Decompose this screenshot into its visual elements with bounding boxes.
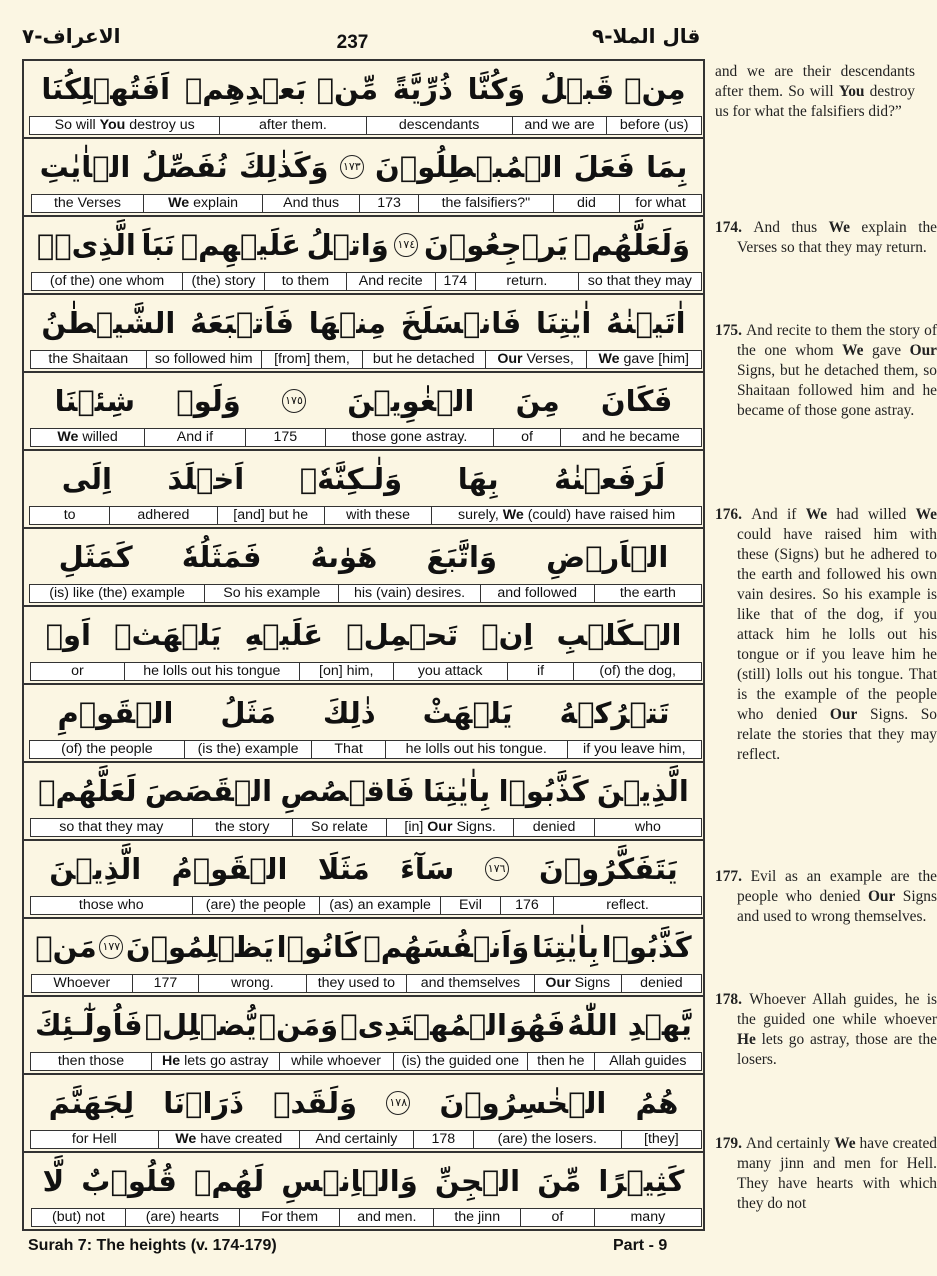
- word-translation-cell: those who: [30, 896, 192, 915]
- translation-line: [25, 740, 702, 759]
- verse-row: [24, 919, 703, 997]
- arabic-word: وَكَذٰلِكَ: [239, 149, 329, 184]
- word-translation-cell: So relate: [292, 818, 387, 837]
- arabic-word: الۡاٰيٰتِ: [39, 149, 131, 184]
- arabic-word: تَحۡمِلۡ: [346, 617, 459, 652]
- arabic-word: اٰيٰتِنَا: [535, 305, 592, 340]
- verse-end-marker: ١٧٨: [386, 1091, 410, 1115]
- word-translation-cell: [from] them,: [261, 350, 363, 369]
- arabic-word: مِنۡ قَبۡلُ: [539, 71, 686, 106]
- commentary-text: And recite to them the story of the one whom We gave Our Signs, but he detached them, so Shaitaan followed him and he became of those gone astray.: [737, 322, 937, 419]
- word-translation-cell: surely, We (could) have raised him: [431, 506, 702, 525]
- arabic-word: وَاَنۡفُسَهُمۡ: [363, 929, 530, 964]
- verse-row: [24, 763, 703, 841]
- verse-number: 179.: [715, 1135, 746, 1152]
- arabic-word: يَّهۡدِ اللّٰهُ: [567, 1007, 692, 1042]
- arabic-word: يُّضۡلِلۡ: [144, 1007, 257, 1042]
- arabic-word: نُفَصِّلُ: [141, 149, 228, 184]
- arabic-line: [24, 217, 703, 272]
- translation-line: [25, 1130, 702, 1149]
- commentary-paragraph: [715, 62, 915, 122]
- verse-number: 175.: [715, 322, 747, 339]
- arabic-word: الۡقَوۡمِ: [57, 695, 174, 730]
- arabic-word: لِجَهَنَّمَ: [48, 1085, 135, 1120]
- word-translation-cell: they used to: [306, 974, 408, 993]
- word-translation-cell: who: [594, 818, 702, 837]
- word-translation-cell: and followed: [480, 584, 595, 603]
- arabic-line: [24, 607, 703, 662]
- arabic-word: مِنۡهَا: [308, 305, 387, 340]
- arabic-word: لَرَفَعۡنٰهُ: [554, 461, 666, 496]
- arabic-word: الۡخٰسِرُوۡنَ: [439, 1085, 607, 1120]
- arabic-word: الۡاَرۡضِ: [546, 539, 669, 574]
- arabic-word: ذٰلِكَ: [322, 695, 376, 730]
- arabic-line: [24, 685, 703, 740]
- arabic-word: يَظۡلِمُوۡنَ: [125, 929, 275, 964]
- verse-end-marker: ١٧٣: [340, 155, 364, 179]
- word-translation-cell: (is) like (the) example: [29, 584, 205, 603]
- arabic-line: [24, 451, 703, 506]
- word-translation-cell: wrong.: [198, 974, 306, 993]
- arabic-word: قُلُوۡبٌ: [81, 1163, 177, 1198]
- word-translation-cell: his (vain) desires.: [338, 584, 480, 603]
- word-translation-cell: the earth: [594, 584, 702, 603]
- arabic-word: وَاتۡلُ: [306, 227, 389, 262]
- arabic-word: الۡغٰوِيۡنَ: [347, 383, 475, 418]
- arabic-word: الۡقَوۡمُ: [171, 851, 288, 886]
- word-translation-cell: he lolls out his tongue.: [385, 740, 568, 759]
- commentary-text: And thus We explain the Verses so that they may return.: [737, 219, 937, 256]
- arabic-word: اَوۡ: [45, 617, 91, 652]
- word-translation-cell: (of) the people: [29, 740, 185, 759]
- verse-row: [24, 607, 703, 685]
- verse-number: 176.: [715, 506, 752, 523]
- word-translation-cell: (of the) one whom: [31, 272, 183, 291]
- word-translation-cell: and we are: [512, 116, 608, 135]
- translation-line: [25, 1208, 702, 1227]
- verse-end-marker: ١٧٥: [282, 389, 306, 413]
- translation-line: [25, 974, 702, 993]
- arabic-line: [24, 1153, 703, 1208]
- arabic-word: اِنۡ: [481, 617, 534, 652]
- verse-number: 178.: [715, 991, 750, 1008]
- arabic-word: وَاتَّبَعَ: [426, 539, 497, 574]
- word-translation-cell: so that they may: [578, 272, 702, 291]
- translation-line: [25, 584, 702, 603]
- word-translation-cell: So his example: [204, 584, 339, 603]
- arabic-word: كَثِيۡرًا: [598, 1163, 685, 1198]
- word-translation-cell: while whoever: [279, 1052, 394, 1071]
- arabic-word: لَّا: [42, 1163, 65, 1198]
- arabic-word: اِلَى: [61, 461, 112, 496]
- commentary-paragraph: [715, 218, 937, 258]
- word-translation-cell: if you leave him,: [567, 740, 702, 759]
- commentary-text: and we are their descendants after them. So will You destroy us for what the falsifiers did?”: [715, 63, 915, 120]
- word-translation-cell: so that they may: [30, 818, 192, 837]
- arabic-word: نَبَاَ: [141, 227, 176, 262]
- word-translation-cell: 174: [435, 272, 476, 291]
- arabic-line: [24, 295, 703, 350]
- arabic-word: الَّذِىۡۤ: [36, 227, 136, 262]
- arabic-word: وَمَنۡ: [258, 1007, 339, 1042]
- arabic-word: عَلَيۡهِمۡ: [180, 227, 301, 262]
- surah-header-arabic: الاعراف-٧: [22, 24, 121, 48]
- arabic-word: سَآءَ: [400, 851, 455, 886]
- word-translation-cell: Allah guides: [594, 1052, 702, 1071]
- arabic-word: اَخۡلَدَ: [167, 461, 245, 496]
- arabic-word: فَاُولٰٓـئِكَ: [35, 1007, 143, 1042]
- word-translation-cell: adhered: [109, 506, 217, 525]
- word-translation-cell: or: [30, 662, 125, 681]
- word-translation-cell: but he detached: [362, 350, 486, 369]
- word-translation-cell: Our Signs: [534, 974, 622, 993]
- arabic-word: يَتَفَكَّرُوۡنَ: [539, 851, 678, 886]
- arabic-word: تَتۡرُكۡهُ: [559, 695, 670, 730]
- arabic-word: يَلۡهَثْ: [422, 695, 513, 730]
- word-translation-cell: of: [493, 428, 561, 447]
- word-translation-cell: We willed: [30, 428, 145, 447]
- arabic-word: كَذَّبُوۡا: [601, 929, 692, 964]
- commentary-text: And if We had willed We could have raised him with these (Signs) but he adhered to the earth and followed his own vain desires. So his example is like that of the dog, if you attack him he lolls out his tongue or if you leave him he (still) lolls out his tongue. That is the example of the people who denied Our Signs. So relate the stories that they may reflect.: [737, 506, 937, 763]
- arabic-word: فَاَتۡبَعَهُ: [190, 305, 295, 340]
- arabic-word: بِهَا: [457, 461, 499, 496]
- translation-line: [25, 272, 702, 291]
- arabic-word: فَانۡسَلَخَ: [400, 305, 522, 340]
- verse-end-marker: ١٧٦: [485, 857, 509, 881]
- arabic-word: اَفَتُهۡلِكُنَا: [41, 71, 171, 106]
- word-translation-cell: return.: [475, 272, 579, 291]
- arabic-line: [24, 841, 703, 896]
- arabic-word: وَلٰـكِنَّهٗۤ: [299, 461, 403, 496]
- arabic-word: يَلۡهَثۡ: [114, 617, 222, 652]
- word-translation-cell: (are) hearts: [125, 1208, 240, 1227]
- word-translation-cell: 173: [359, 194, 419, 213]
- arabic-word: الۡمُهۡتَدِىۡ: [340, 1007, 507, 1042]
- commentary-paragraph: [715, 990, 937, 1070]
- word-translation-cell: those gone astray.: [325, 428, 494, 447]
- translation-line: [25, 428, 702, 447]
- arabic-word: لَعَلَّهُمۡ: [38, 773, 137, 808]
- word-translation-cell: the falsifiers?": [418, 194, 553, 213]
- translation-line: [25, 896, 702, 915]
- word-translation-cell: (the) story: [182, 272, 265, 291]
- word-translation-cell: did: [553, 194, 621, 213]
- arabic-word: كَمَثَلِ: [58, 539, 133, 574]
- translation-line: [25, 1052, 702, 1071]
- arabic-word: يَرۡجِعُوۡنَ: [424, 227, 568, 262]
- word-translation-cell: the Shaitaan: [30, 350, 146, 369]
- word-translation-cell: denied: [513, 818, 594, 837]
- word-translation-cell: before (us): [606, 116, 702, 135]
- surah-footer: Surah 7: The heights (v. 174-179): [28, 1237, 277, 1254]
- word-translation-cell: [on] him,: [299, 662, 394, 681]
- arabic-word: شِئۡنَا: [54, 383, 136, 418]
- word-translation-cell: the jinn: [433, 1208, 521, 1227]
- word-translation-cell: [they]: [621, 1130, 702, 1149]
- word-translation-cell: Evil: [440, 896, 501, 915]
- word-translation-cell: denied: [621, 974, 702, 993]
- arabic-line: [24, 373, 703, 428]
- verse-row: [24, 1153, 703, 1229]
- arabic-word: مَثَلُ: [220, 695, 276, 730]
- word-translation-cell: with these: [324, 506, 432, 525]
- word-translation-cell: if: [507, 662, 575, 681]
- arabic-word: هَوٰٮهُ: [310, 539, 378, 574]
- page-number: 237: [336, 32, 369, 53]
- verse-row: [24, 529, 703, 607]
- word-translation-cell: (are) the losers.: [473, 1130, 622, 1149]
- verse-row: [24, 841, 703, 919]
- arabic-line: [24, 139, 703, 194]
- commentary-paragraph: [715, 867, 937, 927]
- word-translation-cell: [and] but he: [217, 506, 325, 525]
- word-translation-cell: and themselves: [406, 974, 535, 993]
- word-translation-cell: after them.: [219, 116, 366, 135]
- commentary-text: And certainly We have created many jinn and men for Hell. They have hearts with which they do not: [737, 1135, 937, 1212]
- word-translation-cell: (as) an example: [319, 896, 441, 915]
- arabic-word: فَكَانَ: [600, 383, 673, 418]
- word-translation-cell: (is the) example: [184, 740, 313, 759]
- word-translation-cell: the story: [192, 818, 294, 837]
- word-translation-cell: reflect.: [553, 896, 702, 915]
- arabic-word: الشَّيۡطٰنُ: [41, 305, 176, 340]
- arabic-line: [24, 763, 703, 818]
- verse-row: [24, 997, 703, 1075]
- verse-row: [24, 295, 703, 373]
- verse-row: [24, 61, 703, 139]
- arabic-word: وَكُنَّا: [467, 71, 526, 106]
- arabic-line: [24, 1075, 703, 1130]
- arabic-word: بِاٰيٰتِنَا: [531, 929, 600, 964]
- arabic-word: فَاقۡصُصِ: [280, 773, 415, 808]
- word-translation-cell: to: [29, 506, 110, 525]
- word-translation-cell: And recite: [346, 272, 436, 291]
- arabic-word: مَنۡ: [35, 929, 97, 964]
- verse-number: 174.: [715, 219, 754, 236]
- arabic-word: الۡـكَلۡبِ: [556, 617, 682, 652]
- word-translation-cell: (is) the guided one: [393, 1052, 528, 1071]
- translation-line: [25, 506, 702, 525]
- translation-line: [25, 818, 702, 837]
- arabic-word: فَمَثَلُهٗ: [181, 539, 262, 574]
- arabic-word: اٰتَيۡنٰهُ: [606, 305, 686, 340]
- word-translation-cell: And thus: [262, 194, 360, 213]
- word-translation-cell: for what: [619, 194, 702, 213]
- word-translation-cell: 175: [245, 428, 326, 447]
- arabic-word: الۡمُبۡطِلُوۡنَ: [375, 149, 563, 184]
- word-translation-cell: We have created: [158, 1130, 300, 1149]
- verse-row: [24, 217, 703, 295]
- arabic-word: مِنَ: [515, 383, 560, 418]
- arabic-word: لَهُمۡ: [193, 1163, 265, 1198]
- arabic-word: مِّنۡ بَعۡدِهِمۡ: [184, 71, 379, 106]
- arabic-word: فَهُوَ: [509, 1007, 566, 1042]
- word-translation-cell: so followed him: [146, 350, 262, 369]
- word-translation-cell: 178: [413, 1130, 474, 1149]
- commentary-paragraph: [715, 321, 937, 421]
- arabic-word: ذَرَاۡنَا: [163, 1085, 244, 1120]
- word-translation-cell: then he: [527, 1052, 595, 1071]
- arabic-word: وَلَعَلَّهُمۡ: [573, 227, 691, 262]
- word-translation-cell: 176: [500, 896, 554, 915]
- arabic-word: الَّذِيۡنَ: [596, 773, 689, 808]
- word-translation-cell: he lolls out his tongue: [124, 662, 300, 681]
- word-translation-cell: (but) not: [31, 1208, 126, 1227]
- word-translation-cell: (are) the people: [192, 896, 321, 915]
- word-translation-cell: you attack: [393, 662, 508, 681]
- verse-end-marker: ١٧٤: [394, 233, 418, 257]
- word-translation-cell: to them: [264, 272, 347, 291]
- arabic-word: الۡقَصَصَ: [144, 773, 273, 808]
- word-translation-cell: then those: [30, 1052, 152, 1071]
- word-translation-cell: descendants: [366, 116, 513, 135]
- arabic-word: وَلَقَدۡ: [273, 1085, 358, 1120]
- juz-header-arabic: قال الملا-٩: [592, 24, 701, 48]
- word-translation-cell: for Hell: [30, 1130, 159, 1149]
- arabic-word: فَعَلَ: [573, 149, 635, 184]
- word-translation-cell: Our Verses,: [485, 350, 587, 369]
- arabic-word: بِاٰيٰتِنَا: [423, 773, 491, 808]
- arabic-line: [24, 919, 703, 974]
- word-translation-cell: [in] Our Signs.: [386, 818, 515, 837]
- verse-row: [24, 1075, 703, 1153]
- word-translation-cell: many: [594, 1208, 702, 1227]
- translation-line: [25, 194, 702, 213]
- word-translation-cell: And certainly: [299, 1130, 414, 1149]
- arabic-word: كَذَّبُوۡا: [498, 773, 589, 808]
- word-translation-cell: We gave [him]: [586, 350, 702, 369]
- word-translation-cell: That: [311, 740, 385, 759]
- arabic-word: مِّنَ: [537, 1163, 582, 1198]
- commentary-paragraph: [715, 505, 937, 765]
- verse-number: 177.: [715, 868, 751, 885]
- word-translation-cell: of: [520, 1208, 594, 1227]
- word-translation-cell: For them: [239, 1208, 341, 1227]
- word-translation-cell: 177: [132, 974, 200, 993]
- arabic-line: [24, 529, 703, 584]
- arabic-word: كَانُوۡا: [276, 929, 361, 964]
- word-translation-cell: He lets go astray: [151, 1052, 280, 1071]
- arabic-word: وَلَوۡ: [176, 383, 241, 418]
- commentary-text: Whoever Allah guides, he is the guided one while whoever He lets go astray, those are the losers.: [737, 991, 937, 1068]
- part-footer: Part - 9: [613, 1237, 668, 1254]
- word-translation-cell: So will You destroy us: [29, 116, 220, 135]
- arabic-word: عَلَيۡهِ: [244, 617, 324, 652]
- arabic-word: مَثَلَا: [317, 851, 370, 886]
- arabic-word: الَّذِيۡنَ: [49, 851, 142, 886]
- word-translation-cell: and men.: [339, 1208, 434, 1227]
- translation-line: [25, 116, 702, 135]
- arabic-word: الۡجِنِّ: [434, 1163, 521, 1198]
- word-translation-cell: (of) the dog,: [573, 662, 702, 681]
- verse-row: [24, 451, 703, 529]
- commentary-paragraph: [715, 1134, 937, 1214]
- verse-row: [24, 139, 703, 217]
- word-translation-cell: We explain: [143, 194, 263, 213]
- word-translation-cell: the Verses: [31, 194, 144, 213]
- arabic-word: بِمَا: [646, 149, 688, 184]
- translation-line: [25, 662, 702, 681]
- verse-row: [24, 373, 703, 451]
- verse-row: [24, 685, 703, 763]
- verse-grid: [22, 59, 705, 1231]
- commentary-text: Evil as an example are the people who denied Our Signs and used to wrong themselves.: [737, 868, 937, 925]
- translation-line: [25, 350, 702, 369]
- arabic-line: [24, 61, 703, 116]
- arabic-word: ذُرِّيَّةً: [392, 71, 453, 106]
- verse-end-marker: ١٧٧: [99, 935, 123, 959]
- arabic-word: وَالۡاِنۡسِ: [281, 1163, 418, 1198]
- arabic-line: [24, 997, 703, 1052]
- word-translation-cell: And if: [144, 428, 246, 447]
- word-translation-cell: Whoever: [31, 974, 133, 993]
- arabic-word: هُمُ: [635, 1085, 679, 1120]
- word-translation-cell: and he became: [560, 428, 702, 447]
